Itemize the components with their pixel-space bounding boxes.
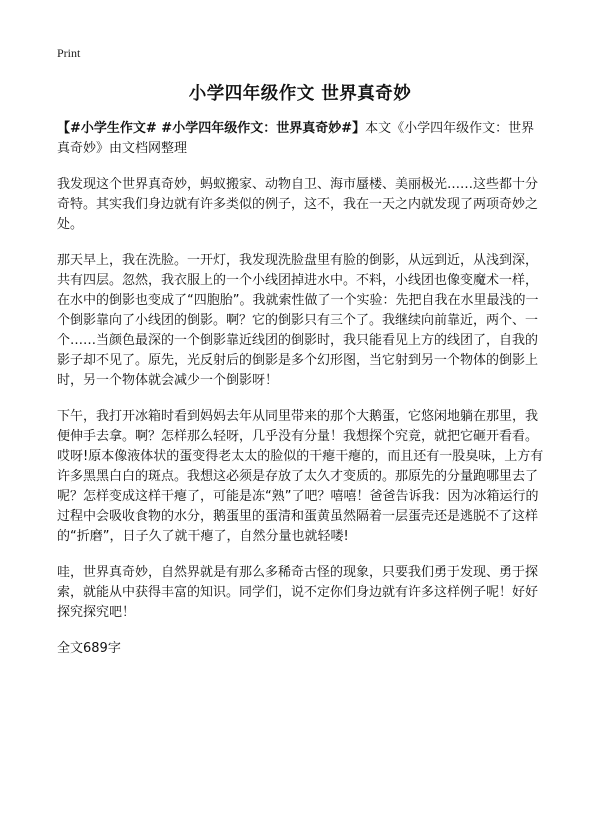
article-intro <box>57 119 547 159</box>
intro-text: 本文《小学四年级作文：世界真奇妙》由文档网整理 <box>57 121 535 156</box>
article-body <box>57 119 547 675</box>
paragraph-4: 哇，世界真奇妙，自然界就是有那么多稀奇古怪的现象，只要我们勇于发现、勇于探索，就能从中获得丰富的知识。同学们，说不定你们身边就有许多这样例子呢！好好探究探究吧！ <box>57 565 539 620</box>
print-link[interactable]: Print <box>57 46 81 60</box>
paragraph-1: 我发现这个世界真奇妙，蚂蚁搬家、动物自卫、海市蜃楼、美丽极光……这些都十分奇特。其实我们身边就有许多类似的例子，这不，我在一天之内就发现了两项奇妙之处。 <box>57 177 539 232</box>
article-title: 小学四年级作文 世界真奇妙 <box>188 84 412 104</box>
paragraph-3: 下午，我打开冰箱时看到妈妈去年从同里带来的那个大鹅蛋，它悠闲地躺在那里，我便伸手去拿。啊？怎样那么轻呀，几乎没有分量！我想探个究竟，就把它砸开看看。哎呀!原本像液体状的蛋变得老太太的脸似的干瘪干瘪的，而且还有一股臭味，上方有许多黑黑白白的斑点。我想这必须是存放了太久才变质的。那原先的分量跑哪里去了呢？怎样变成这样干瘪了，可能是冻“熟”了吧？嘻嘻！爸爸告诉我：因为冰箱运行的过程中会吸收食物的水分，鹅蛋里的蛋清和蛋黄虽然隔着一层蛋壳还是逃脱不了这样的“折磨”，日子久了就干瘪了，自然分量也就轻喽! <box>57 409 544 544</box>
paragraph-2: 那天早上，我在洗脸。一开灯，我发现洗脸盘里有脸的倒影，从远到近，从浅到深，共有四层。忽然，我衣服上的一个小线团掉进水中。不料，小线团也像变魔术一样，在水中的倒影也变成了“四胞胎”。我就索性做了一个实验：先把自我在水里最浅的一个倒影靠向了小线团的倒影。啊？它的倒影只有三个了。我继续向前靠近，两个、一个……当颜色最深的一个倒影靠近线团的倒影时，我只能看见上方的线团了，自我的影子却不见了。原先，光反射后的倒影是多个幻形图，当它射到另一个物体的倒影上时，另一个物体就会减少一个倒影呀！ <box>57 253 539 388</box>
word-count: 全文689字 <box>57 641 121 656</box>
intro-tags: 【#小学生作文# #小学四年级作文：世界真奇妙#】 <box>57 121 366 136</box>
